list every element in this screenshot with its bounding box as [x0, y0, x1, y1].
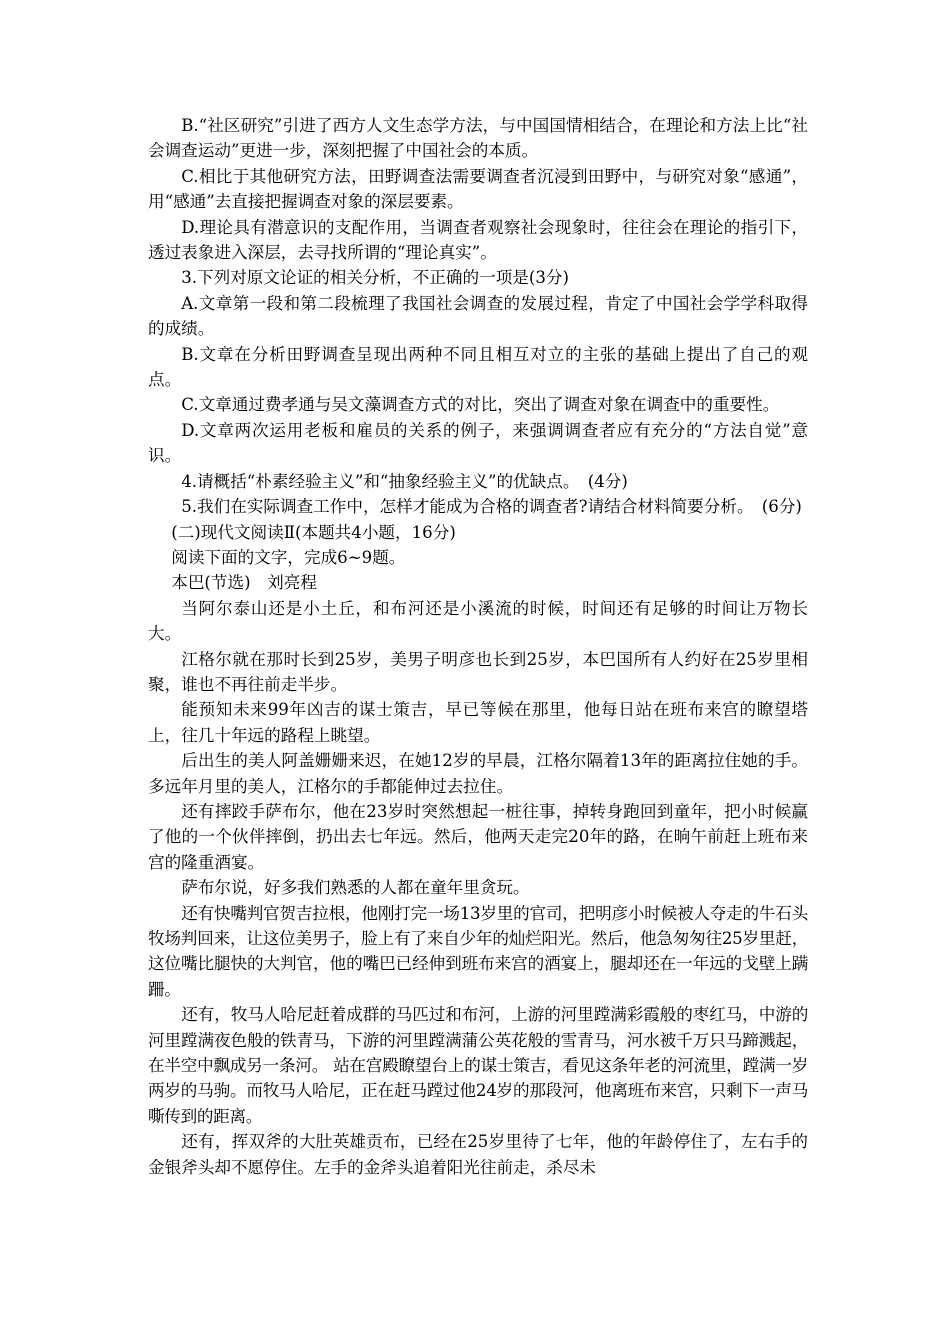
question-3-option-b: B.文章在分析田野调查呈现出两种不同且相互对立的主张的基础上提出了自己的观点。 [148, 344, 808, 390]
reading-instruction: 阅读下面的文字，完成6~9题。 [171, 547, 406, 567]
passage-paragraph: 能预知未来99年凶吉的谋士策吉，早已等候在那里，他每日站在班布来宫的瞭望塔上，往几十年远的路程上眺望。 [148, 700, 808, 745]
passage-paragraph: 还有摔跤手萨布尔，他在23岁时突然想起一桩往事，掉转身跑回到童年，把小时候赢了他的一个伙伴摔倒，扔出去七年远。然后，他两天走完20年的路，在晌午前赶上班布来宫的隆重酒宴。 [148, 801, 808, 872]
option-b-paragraph: B.“社区研究”引进了西方人文生态学方法，与中国国情相结合，在理论和方法上比“社会调查运动”更进一步，深刻把握了中国社会的本质。 [148, 116, 808, 161]
question-5: 5.我们在实际调查工作中，怎样才能成为合格的调查者?请结合材料简要分析。 (6分) [181, 497, 802, 517]
passage-paragraph: 当阿尔泰山还是小土丘，和布河还是小溪流的时候，时间还有足够的时间让万物长大。 [148, 598, 808, 644]
passage-paragraph: 江格尔就在那时长到25岁，美男子明彦也长到25岁，本巴国所有人约好在25岁里相聚，谁也不再往前走半步。 [148, 649, 808, 694]
passage-paragraph: 还有快嘴判官贺吉拉根，他刚打完一场13岁里的官司，把明彦小时候被人夺走的牛石头牧场判回来，让这位美男子，脸上有了来自少年的灿烂阳光。然后，他急匆匆往25岁里赶，这位嘴比腿快的大判官，他的嘴巴已经伸到班布来宫的酒宴上，腿却还在一年远的戈壁上蹒跚。 [148, 903, 808, 999]
question-3: 3.下列对原文论证的相关分析，不正确的一项是(3分) [181, 268, 569, 288]
passage-title: 本巴(节选) 刘亮程 [171, 573, 317, 593]
passage-paragraph: 还有，挥双斧的大肚英雄贡布，已经在25岁里待了七年，他的年龄停住了，左右手的金银斧头却不愿停住。左手的金斧头追着阳光往前走，杀尽未 [148, 1132, 808, 1177]
option-c-paragraph: C.相比于其他研究方法，田野调查法需要调查者沉浸到田野中，与研究对象“感通”，用“感通”去直接把握调查对象的深层要素。 [148, 166, 808, 212]
passage-paragraph: 后出生的美人阿盖姗姗来迟，在她12岁的早晨，江格尔隔着13年的距离拉住她的手。 多远年月里的美人，江格尔的手都能伸过去拉住。 [148, 751, 808, 796]
question-3-option-a: A.文章第一段和第二段梳理了我国社会调查的发展过程，肯定了中国社会学学科取得的成绩。 [148, 293, 808, 339]
passage-paragraph: 萨布尔说，好多我们熟悉的人都在童年里贪玩。 [181, 878, 530, 898]
section-heading: (二)现代文阅读Ⅱ(本题共4小题，16分) [171, 522, 456, 542]
document-page [148, 113, 808, 1180]
question-3-option-d: D.文章两次运用老板和雇员的关系的例子，来强调调查者应有充分的“方法自觉”意识。 [148, 420, 808, 466]
passage-paragraph: 还有，牧马人哈尼赶着成群的马匹过和布河，上游的河里蹚满彩霞般的枣红马，中游的河里蹚满夜色般的铁青马，下游的河里蹚满蒲公英花般的雪青马，河水被千万只马蹄溅起，在半空中飘成另一条河。 站在宫殿瞭望台上的谋士策吉，看见这条年老的河流里，蹚满一岁两岁的马驹。而牧马人哈尼，正在赶马蹚过他24岁的那段河，他离班布来宫，只剩下一声马嘶传到的距离。 [148, 1005, 808, 1126]
question-4: 4.请概括“朴素经验主义”和“抽象经验主义”的优缺点。 (4分) [181, 471, 628, 491]
question-3-option-c: C.文章通过费孝通与吴文藻调查方式的对比，突出了调查对象在调查中的重要性。 [181, 395, 780, 415]
option-d-paragraph: D.理论具有潜意识的支配作用，当调查者观察社会现象时，往往会在理论的指引下，透过表象进入深层，去寻找所谓的“理论真实”。 [148, 217, 808, 263]
